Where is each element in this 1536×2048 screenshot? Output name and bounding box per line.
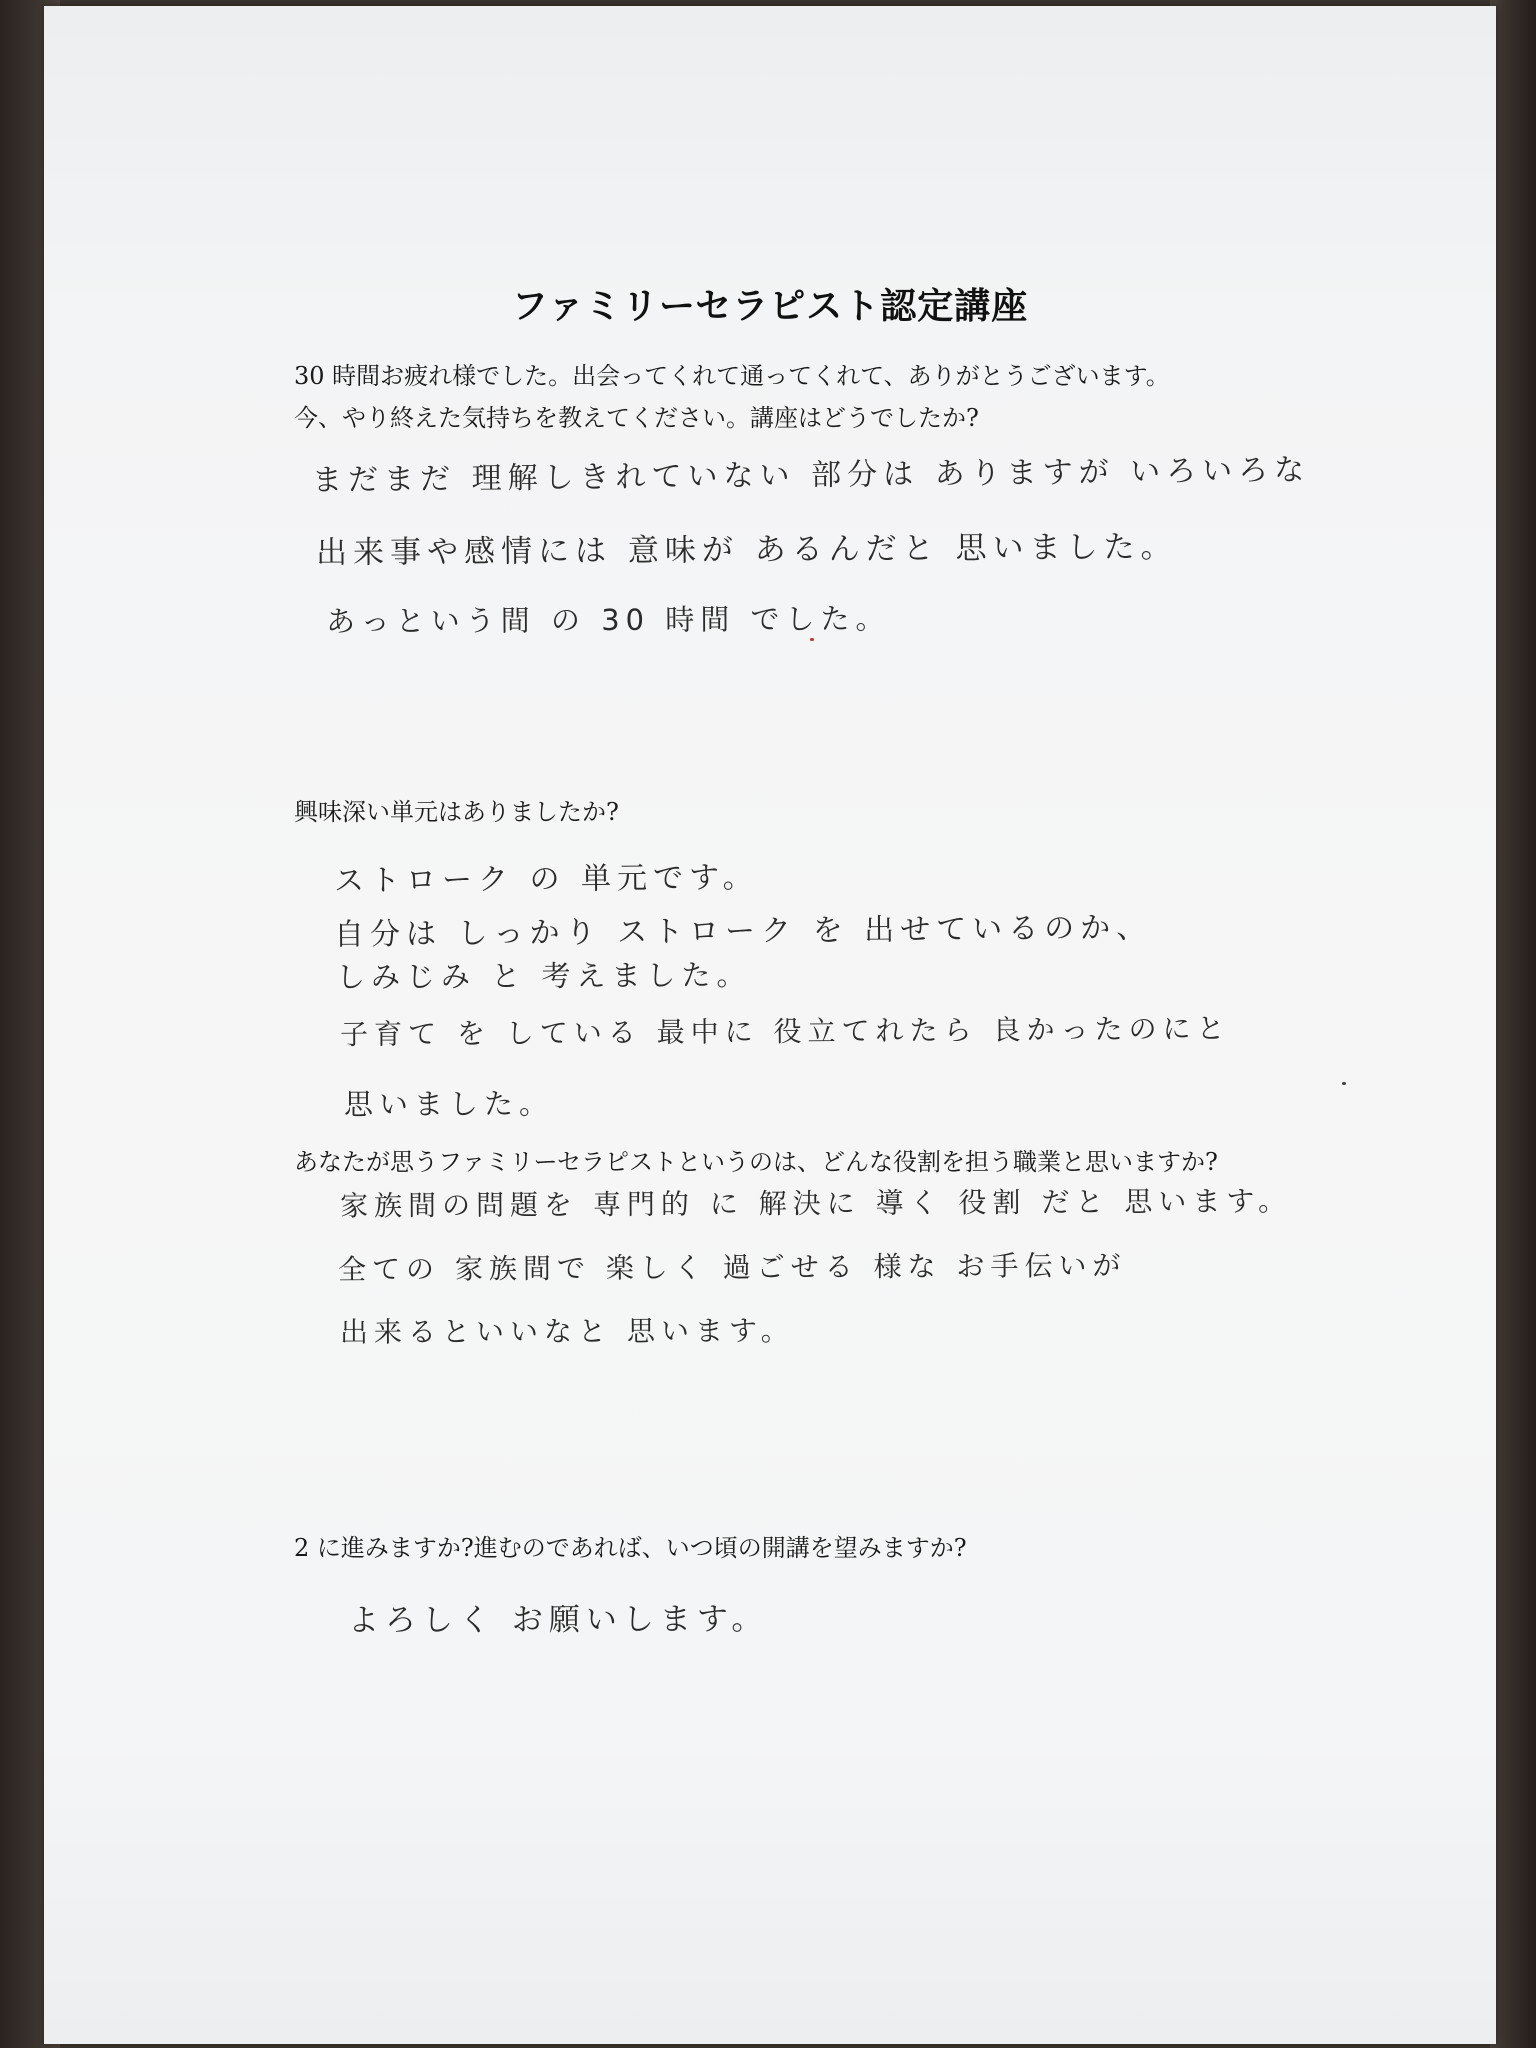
question-1-line-2: 今、やり終えた気持ちを教えてください。講座はどうでしたか? xyxy=(294,404,979,432)
answer-2-line-2: 自分は しっかり ストローク を 出せているのか、 xyxy=(333,910,1153,953)
question-2-line-1: 興味深い単元はありましたか? xyxy=(294,798,619,826)
answer-2-line-1: ストローク の 単元です。 xyxy=(333,860,759,899)
answer-3-line-3: 出来るといいなと 思います。 xyxy=(339,1314,795,1349)
stray-pencil-mark xyxy=(1342,1082,1346,1085)
question-3-line-1: あなたが思うファミリーセラピストというのは、どんな役割を担う職業と思いますか? xyxy=(294,1148,1218,1176)
question-4-line-1: 2 に進みますか?進むのであれば、いつ頃の開講を望みますか? xyxy=(294,1534,967,1562)
answer-3-line-1: 家族間の問題を 専門的 に 解決に 導く 役割 だと 思います。 xyxy=(339,1184,1293,1223)
document-title: ファミリーセラピスト認定講座 xyxy=(511,285,1029,327)
answer-1-line-2: 出来事や感情には 意味が あるんだと 思いました。 xyxy=(315,528,1178,572)
survey-sheet xyxy=(44,6,1496,2044)
answer-3-line-2: 全ての 家族間で 楽しく 過ごせる 様な お手伝いが xyxy=(337,1248,1127,1287)
answer-2-line-5: 思いました。 xyxy=(343,1086,555,1122)
stray-red-mark xyxy=(810,638,814,641)
question-1-line-1: 30 時間お疲れ様でした。出会ってくれて通ってくれて、ありがとうございます。 xyxy=(294,362,1170,390)
answer-4-line-1: よろしく お願いします。 xyxy=(347,1601,769,1639)
desk-surface-right xyxy=(1490,0,1536,2048)
answer-1-line-1: まだまだ 理解しきれていない 部分は ありますが いろいろな xyxy=(311,452,1311,499)
answer-2-line-4: 子育て を している 最中に 役立てれたら 良かったのにと xyxy=(339,1011,1231,1052)
answer-2-line-3: しみじみ と 考えました。 xyxy=(335,957,752,995)
answer-1-line-3: あっという間 の 30 時間 でした。 xyxy=(325,601,891,639)
